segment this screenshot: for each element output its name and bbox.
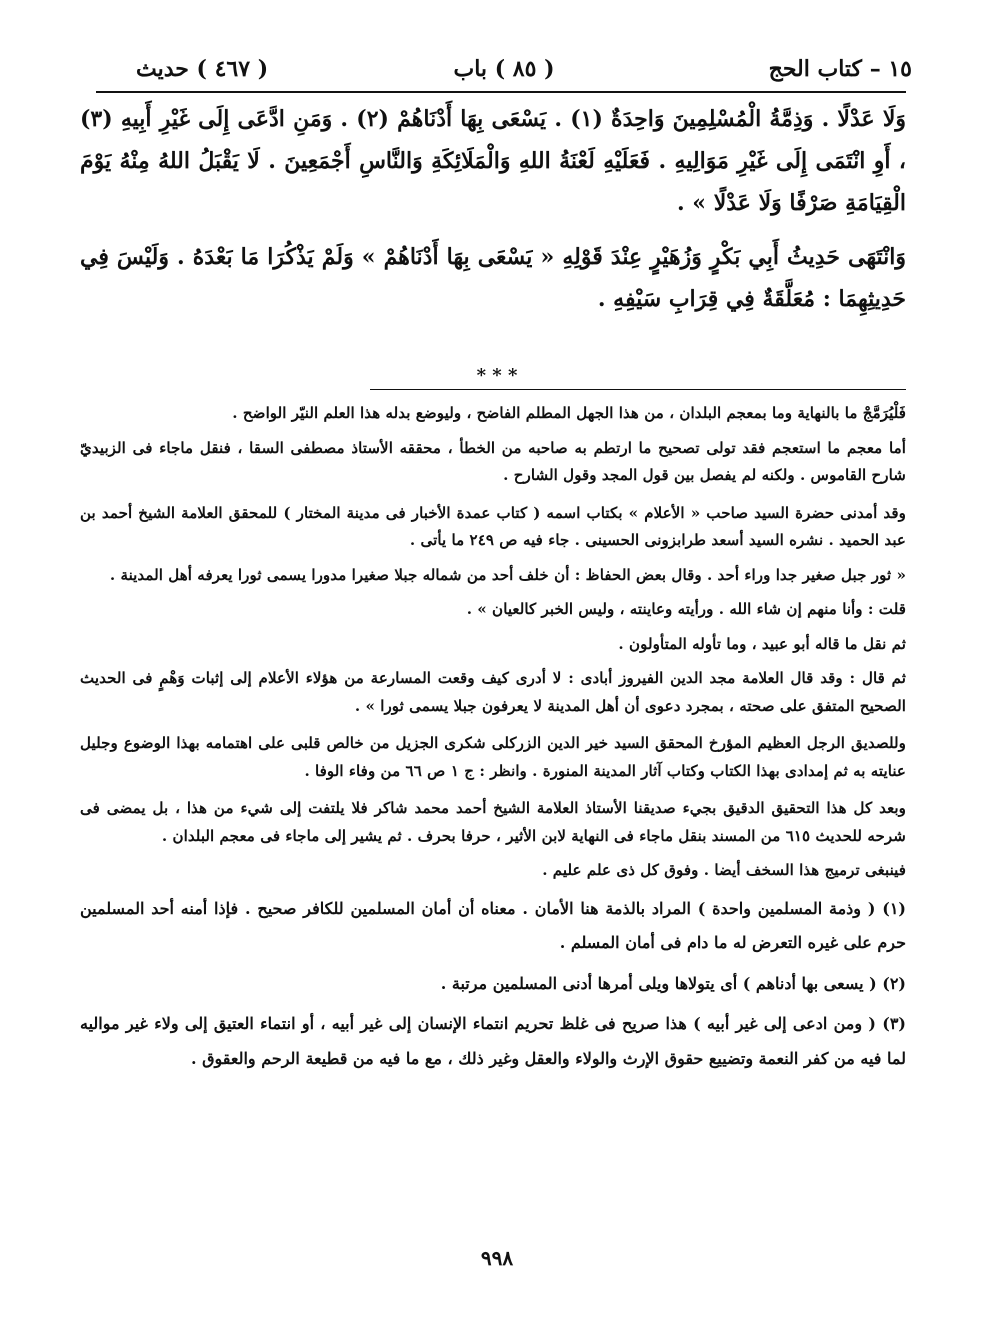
- main-paragraph: وَانْتَهَى حَدِيثُ أَبِي بَكْرٍ وَزُهَيْرٍ عِنْدَ قَوْلِهِ « يَسْعَى بِهَا أَدْنَاهُمْ » وَلَمْ يَذْكُرَا مَا بَعْدَهُ . وَلَيْسَ فِي حَدِيثِهِمَا : مُعَلَّقَةٌ فِي قِرَابِ سَيْفِهِ .: [80, 244, 906, 312]
- page-number: ٩٩٨: [480, 1246, 514, 1270]
- footnote-paragraph: فينبغى ترميج هذا السخف أيضا . وفوق كل ذى علم عليم .: [542, 861, 906, 879]
- header-rule: [96, 91, 906, 93]
- header-chapter: ( ٨٥ ) باب: [453, 56, 555, 82]
- running-header: [96, 56, 912, 96]
- footnote-paragraph: وبعد كل هذا التحقيق الدقيق بجيء صديقنا الأستاذ العلامة الشيخ أحمد محمد شاكر فلا يلتفت إلى شيء من هذا ، بل يمضى فى شرحه للحديث ٦١٥ من المسند بنقل ماجاء فى النهاية لابن الأثير ، حرفا بحرف . ثم يشير إلى ماجاء فى معجم البلدان .: [80, 799, 906, 845]
- footnote-paragraph: قلت : وأنا منهم إن شاء الله . ورأيته وعاينته ، وليس الخبر كالعيان » .: [466, 600, 906, 618]
- footnote-paragraph: وللصديق الرجل العظيم المؤرخ المحقق السيد خير الدين الزركلى شكرى الجزيل من خالص قلبى على اهتمامه بهذا الوضوع وجليل عنايته به ثم إمدادى بهذا الكتاب وكتاب آثار المدينة المنورة . وانظر : ج ١ ص ٦٦ من وفاء الوفا .: [80, 734, 906, 780]
- section-separator: * * *: [476, 365, 518, 386]
- header-book-title: ١٥ – كتاب الحج: [768, 56, 912, 82]
- footnote-rule: [370, 389, 906, 390]
- main-text: [80, 98, 906, 320]
- footnote-paragraph: ثم نقل ما قاله أبو عبيد ، وما تأوله المتأولون .: [618, 634, 906, 653]
- footnote-paragraph: « ثور جبل صغير جدا وراء أحد . وقال بعض الحفاظ : أن خلف أحد من شماله جبلا صغيرا مدورا يسمى ثورا يعرفه أهل المدينة .: [109, 565, 906, 584]
- note-2: (٢) ( يسعى بها أدناهم ) أى يتولاها ويلى أمرها أدنى المسلمين مرتبة .: [440, 973, 906, 993]
- footnote-paragraph: أما معجم ما استعجم فقد تولى تصحيح ما ارتطم به صاحبه من الخطأ ، محققه الأستاذ مصطفى السقا ، فنقل ماجاء فى الزبيديّ شارح القاموس . ولكنه لم يفصل بين قول المجد وقول الشارح .: [80, 438, 906, 484]
- footnote-paragraph: ثم قال : وقد قال العلامة مجد الدين الفيروز أبادى : لا أدرى كيف وقعت المسارعة من هؤلاء الأعلام إلى إثبات وَهْمٍ فى الحديث الصحيح المتفق على صحته ، بمجرد دعوى أن أهل المدينة لا يعرفون جبلا يسمى ثورا » .: [80, 669, 906, 715]
- footnote-paragraph: فَلْيُرَمَّجْ ما بالنهاية وما بمعجم البلدان ، من هذا الجهل المطلم الفاضح ، وليوضع بدله هذا العلم النيّر الواضح .: [232, 404, 906, 422]
- header-hadith-number: ( ٤٦٧ ) حديث: [136, 56, 269, 82]
- footnote-paragraph: وقد أمدنى حضرة السيد صاحب « الأعلام » بكتاب اسمه ( كتاب عمدة الأخبار فى مدينة المختار ) للمحقق العلامة الشيخ أحمد بن عبد الحميد . نشره السيد أسعد طرابزونى الحسينى . جاء فيه ص ٢٤٩ ما يأتى .: [80, 503, 906, 549]
- footnotes: [80, 400, 906, 1082]
- main-paragraph: وَلَا عَدْلًا . وَذِمَّةُ الْمُسْلِمِينَ وَاحِدَةٌ (١) . يَسْعَى بِهَا أَدْنَاهُمْ (٢) . وَمَنِ ادَّعَى إِلَى غَيْرِ أَبِيهِ (٣) ، أَوِ انْتَمَى إِلَى غَيْرِ مَوَالِيهِ . فَعَلَيْهِ لَعْنَةُ اللهِ وَالْمَلَائِكَةِ وَالنَّاسِ أَجْمَعِينَ . لَا يَقْبَلُ اللهُ مِنْهُ يَوْمَ الْقِيَامَةِ صَرْفًا وَلَا عَدْلًا » .: [80, 106, 906, 216]
- note-3: (٣) ( ومن ادعى إلى غير أبيه ) هذا صريح فى غلظ تحريم انتماء الإنسان إلى غير أبيه ، أو انتماء العتيق إلى ولاء غير مواليه لما فيه من كفر النعمة وتضييع حقوق الإرث والولاء والعقل وغير ذلك ، مع ما فيه من قطيعة الرحم والعقوق .: [80, 1014, 906, 1068]
- note-1: (١) ( وذمة المسلمين واحدة ) المراد بالذمة هنا الأمان . معناه أن أمان المسلمين للكافر صحيح . فإذا أمنه أحد المسلمين حرم على غيره التعرض له ما دام فى أمان المسلم .: [80, 898, 906, 952]
